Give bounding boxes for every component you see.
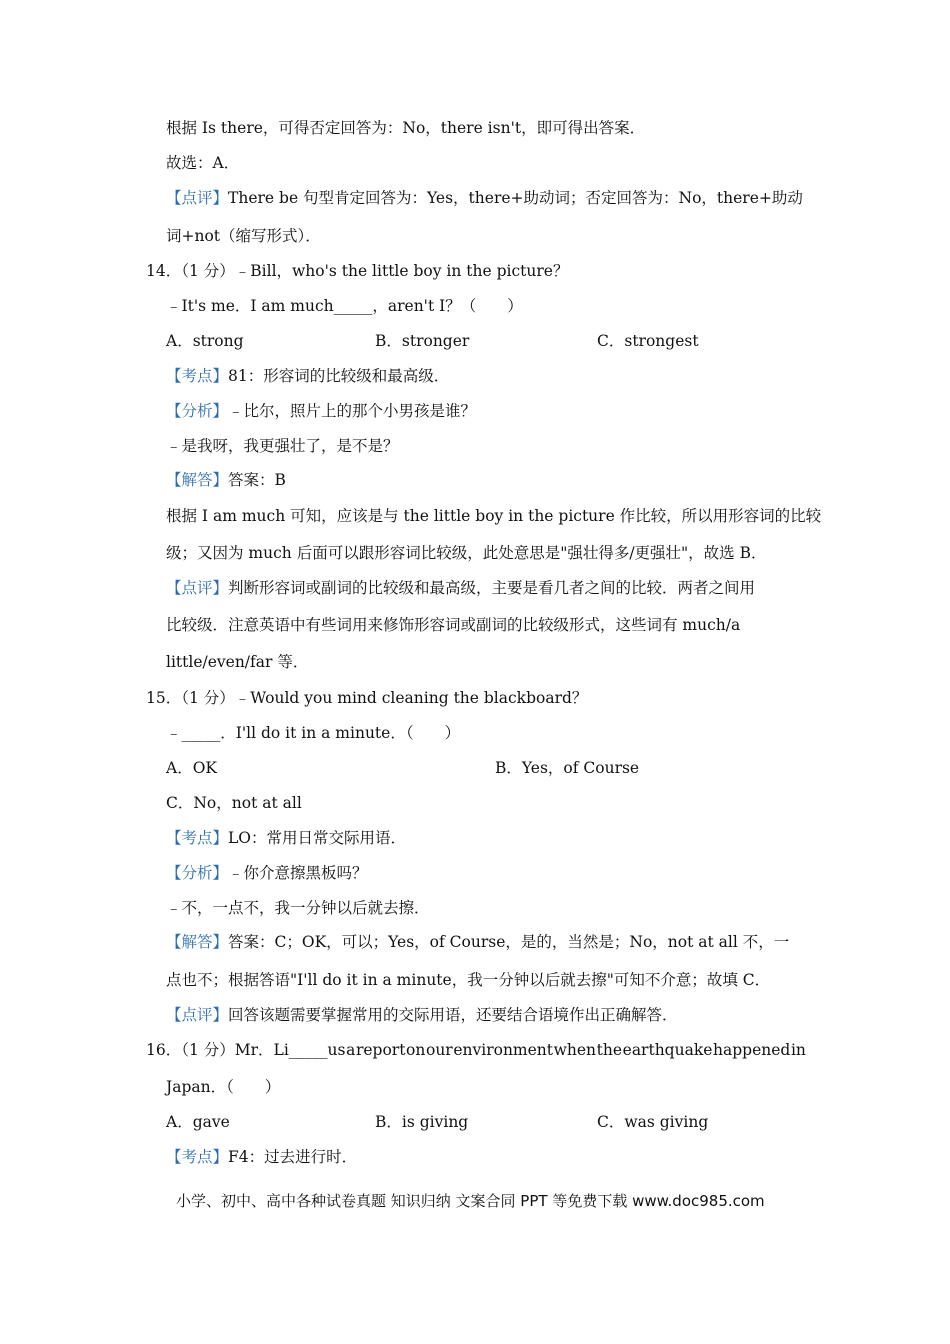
text-line: 根据 Is there，可得否定回答为：No，there isn't，即可得出答案． — [166, 119, 646, 137]
comment-line — [166, 187, 803, 209]
q16-kaodian — [166, 1146, 357, 1168]
dianping-tag: 【点评】 — [166, 1006, 229, 1024]
question-14-stem: 14．（1 分）﹣Bill，who's the little boy in the picture？ — [146, 262, 569, 280]
jieda-tag: 【解答】 — [166, 471, 229, 489]
text-line: 故选：A． — [166, 154, 240, 172]
dianping-text: 判断形容词或副词的比较级和最高级，主要是看几者之间的比较．两者之间用 — [228, 579, 756, 597]
text-line: 词+not（缩写形式）． — [166, 227, 321, 245]
question-16-stem — [146, 1039, 806, 1061]
q14-fenxi-2: ﹣是我呀，我更强壮了，是不是？ — [166, 437, 399, 455]
kaodian-text: F4：过去进行时． — [228, 1148, 358, 1166]
q14-fenxi — [166, 400, 476, 422]
stem-word: when — [553, 1041, 597, 1059]
stem-word: 16．（1 分）Mr．Li_____us — [146, 1041, 346, 1059]
q15-fenxi-2: ﹣不，一点不，我一分钟以后就去擦． — [166, 899, 430, 917]
q14-option-c: C．strongest — [597, 332, 699, 350]
stem-word: report — [355, 1041, 406, 1059]
stem-word: on — [406, 1041, 426, 1059]
q15-option-a: A．OK — [166, 759, 217, 777]
dianping-tag: 【点评】 — [166, 579, 229, 597]
kaodian-text: 81：形容词的比较级和最高级． — [228, 367, 450, 385]
q14-option-a: A．strong — [166, 332, 244, 350]
comment-tag: 【点评】 — [166, 189, 229, 207]
kaodian-text: LO：常用日常交际用语． — [228, 829, 407, 847]
q16-option-a: A．gave — [166, 1113, 230, 1131]
q15-option-c: C．No，not at all — [166, 794, 302, 812]
q14-jieda — [166, 469, 286, 491]
q14-dianping — [166, 577, 755, 599]
dianping-text: 回答该题需要掌握常用的交际用语，还要结合语境作出正确解答． — [228, 1006, 678, 1024]
question-15-line2: ﹣_____．I'll do it in a minute．（ ） — [166, 724, 461, 742]
stem-word: the — [596, 1041, 623, 1059]
page-footer: 小学、初中、高中各种试卷真题 知识归纳 文案合同 PPT 等免费下载 www.doc985.com — [176, 1192, 765, 1210]
q15-jieda-2: 点也不；根据答语"I'll do it in a minute，我一分钟以后就去擦"可知不介意；故填 C． — [166, 971, 771, 989]
kaodian-tag: 【考点】 — [166, 367, 229, 385]
stem-word: a — [346, 1041, 356, 1059]
comment-text: There be 句型肯定回答为：Yes，there+助动词；否定回答为：No，there+助动 — [228, 189, 803, 207]
q14-explanation-2: 级；又因为 much 后面可以跟形容词比较级，此处意思是"强壮得多/更强壮"，故选 B． — [166, 544, 767, 562]
q15-jieda — [166, 931, 789, 953]
q15-kaodian — [166, 827, 406, 849]
stem-word: our — [425, 1041, 453, 1059]
stem-word: earthquake — [622, 1041, 713, 1059]
q16-option-c: C．was giving — [597, 1113, 709, 1131]
fenxi-tag: 【分析】 — [166, 864, 229, 882]
jieda-tag: 【解答】 — [166, 933, 229, 951]
kaodian-tag: 【考点】 — [166, 829, 229, 847]
stem-word: environment — [453, 1041, 554, 1059]
q14-dianping-2: 比较级．注意英语中有些词用来修饰形容词或副词的比较级形式，这些词有 much/a — [166, 616, 741, 634]
q14-explanation-1: 根据 I am much 可知，应该是与 the little boy in the picture 作比较，所以用形容词的比较 — [166, 507, 822, 525]
q14-kaodian — [166, 365, 449, 387]
q15-option-b: B．Yes，of Course — [495, 759, 640, 777]
stem-word: in — [790, 1041, 806, 1059]
q14-option-b: B．stronger — [375, 332, 470, 350]
jieda-text: 答案：B — [228, 471, 286, 489]
fenxi-text: ﹣你介意擦黑板吗？ — [228, 864, 368, 882]
kaodian-tag: 【考点】 — [166, 1148, 229, 1166]
question-16-line2: Japan．（ ） — [166, 1078, 281, 1096]
fenxi-tag: 【分析】 — [166, 402, 229, 420]
question-15-stem: 15．（1 分）﹣Would you mind cleaning the blackboard？ — [146, 689, 588, 707]
q16-option-b: B．is giving — [375, 1113, 469, 1131]
q15-dianping — [166, 1004, 678, 1026]
stem-word: happened — [713, 1041, 791, 1059]
q14-dianping-3: little/even/far 等． — [166, 653, 309, 671]
question-14-line2: ﹣It's me．I am much_____，aren't I？（ ） — [166, 297, 523, 315]
jieda-text: 答案：C；OK，可以；Yes，of Course，是的，当然是；No，not at all 不，一 — [228, 933, 790, 951]
q15-fenxi — [166, 862, 368, 884]
fenxi-text: ﹣比尔，照片上的那个小男孩是谁？ — [228, 402, 477, 420]
